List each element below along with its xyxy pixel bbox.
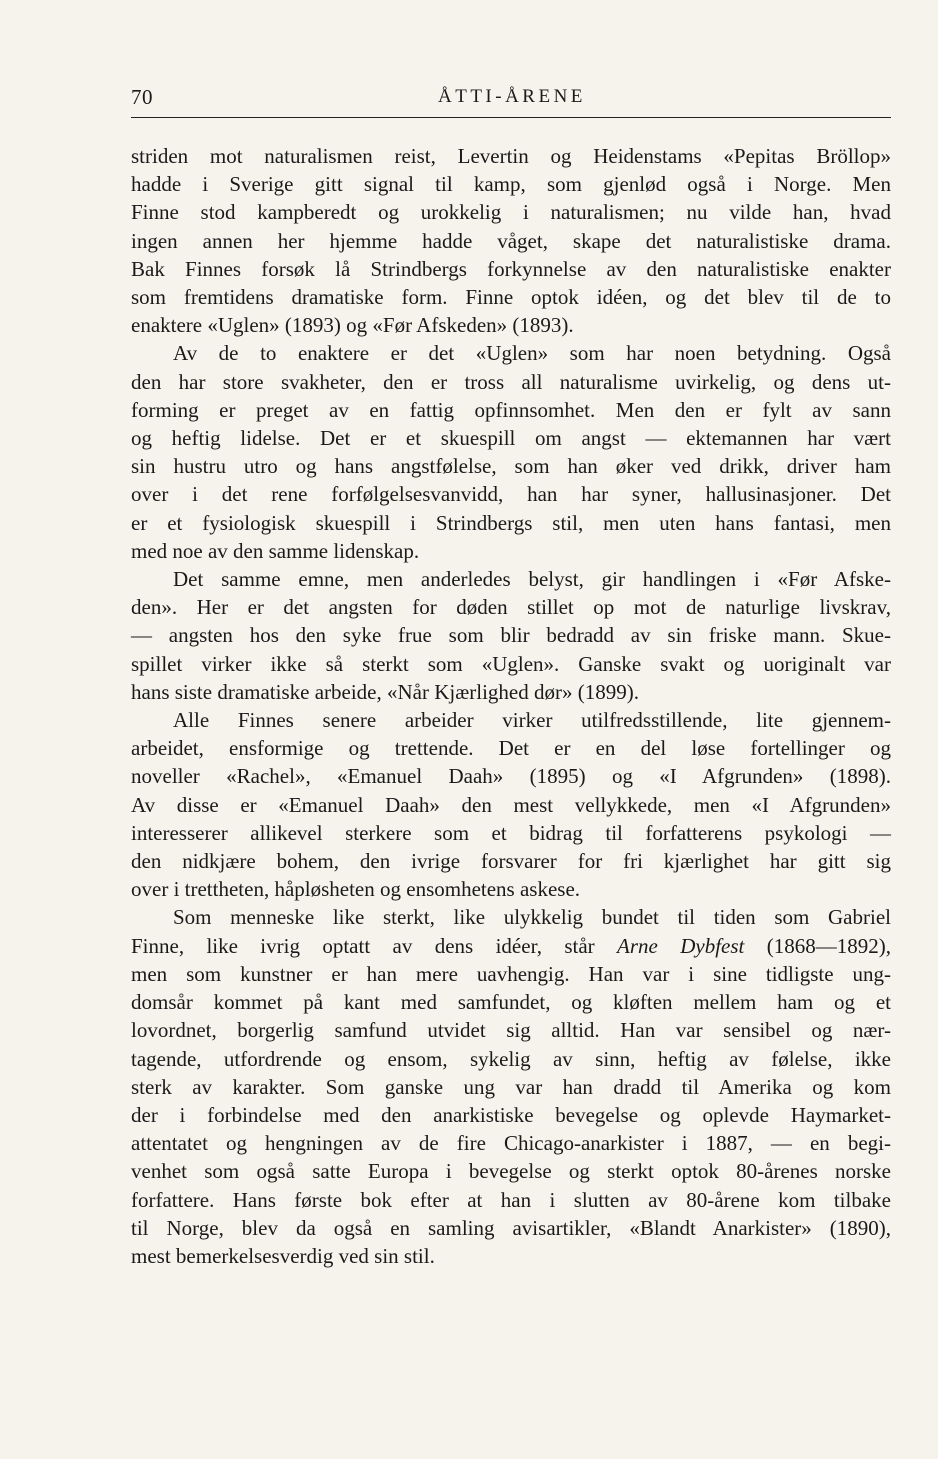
text-line: sin hustru utro og hans angstfølelse, som han øker ved drikk, driver ham (131, 454, 891, 479)
text-segment: Finne, like ivrig optatt av dens idéer, står (131, 933, 618, 958)
text-line: hadde i Sverige gitt signal til kamp, som gjenlød også i Norge. Men (131, 172, 891, 197)
text-line: — angsten hos den syke frue som blir bedradd av sin friske mann. Skue- (131, 623, 891, 648)
text-line: og heftig lidelse. Det er et skuespill om angst — ektemannen har vært (131, 426, 891, 451)
text-line: forfattere. Hans første bok efter at han i slutten av 80-årene kom tilbake (131, 1187, 891, 1212)
author-name-italic: Arne Dybfest (617, 933, 745, 958)
running-head: ÅTTI-ÅRENE (438, 86, 586, 107)
text-line: den». Her er det angsten for døden stillet op mot de naturlige livskrav, (131, 595, 891, 620)
text-line: Det samme emne, men anderledes belyst, gir handlingen i «Før Afske- (173, 567, 891, 592)
text-line: sterk av karakter. Som ganske ung var han dradd til Amerika og kom (131, 1074, 891, 1099)
text-line: mest bemerkelsesverdig ved sin stil. (131, 1243, 435, 1268)
text-line (131, 903, 891, 931)
text-line: som fremtidens dramatiske form. Finne optok idéen, og det blev til de to (131, 285, 891, 310)
text-line: men som kunstner er han mere uavhengig. Han var i sine tidligste ung- (131, 961, 891, 986)
text-line: arbeidet, ensformige og trettende. Det er en del løse fortellinger og (131, 736, 891, 761)
text-line: interesserer allikevel sterkere som et bidrag til forfatterens psykologi — (131, 820, 891, 845)
text-line: den nidkjære bohem, den ivrige forsvarer for fri kjærlighet har gitt sig (131, 849, 891, 874)
text-segment: (1868—1892), (744, 933, 891, 958)
text-line: den har store svakheter, den er tross all naturalisme uvirkelig, og dens ut- (131, 369, 891, 394)
text-line: er et fysiologisk skuespill i Strindbergs stil, men uten hans fantasi, men (131, 510, 891, 535)
text-line: attentatet og hengningen av de fire Chicago-anarkister i 1887, — en begi- (131, 1131, 891, 1156)
text-line: spillet virker ikke så sterkt som «Uglen». Ganske svakt og uoriginalt var (131, 651, 891, 676)
text-line: Av disse er «Emanuel Daah» den mest vellykkede, men «I Afgrunden» (131, 792, 891, 817)
text-line: noveller «Rachel», «Emanuel Daah» (1895) og «I Afgrunden» (1898). (131, 764, 891, 789)
text-line: lovordnet, borgerlig samfund utvidet sig alltid. Han var sensibel og nær- (131, 1018, 891, 1043)
text-line: Av de to enaktere er det «Uglen» som har noen betydning. Også (173, 341, 891, 366)
text-line: venhet som også satte Europa i bevegelse og sterkt optok 80-årenes norske (131, 1159, 891, 1184)
text-line: striden mot naturalismen reist, Levertin og Heidenstams «Pepitas Bröllop» (131, 144, 891, 168)
body-text (131, 142, 891, 1270)
text-line: der i forbindelse med den anarkistiske bevegelse og oplevde Haymarket- (131, 1102, 891, 1127)
text-line: tagende, utfordrende og ensom, sykelig av sinn, heftig av følelse, ikke (131, 1046, 891, 1071)
text-line: over i det rene forfølgelsesvanvidd, han har syner, hallusinasjoner. Det (131, 482, 891, 507)
text-line: forming er preget av en fattig opfinnsomhet. Men den er fylt av sann (131, 397, 891, 422)
text-line (131, 932, 891, 960)
page-header (131, 85, 891, 118)
text-line: Bak Finnes forsøk lå Strindbergs forkynnelse av den naturalistiske enakter (131, 256, 891, 281)
text-line: med noe av den samme lidenskap. (131, 538, 420, 563)
text-line: til Norge, blev da også en samling avisartikler, «Blandt Anarkister» (1890), (131, 1215, 891, 1240)
text-line: domsår kommet på kant med samfundet, og kløften mellem ham og et (131, 990, 891, 1015)
page-number: 70 (131, 85, 153, 109)
text-line: over i trettheten, håpløsheten og ensomhetens askese. (131, 877, 581, 902)
text-line: hans siste dramatiske arbeide, «Når Kjærlighed dør» (1899). (131, 679, 639, 704)
text-line: ingen annen her hjemme hadde våget, skape det naturalistiske drama. (131, 228, 891, 253)
text-segment: Som menneske like sterkt, like ulykkelig bundet til tiden som Gabriel (173, 905, 891, 930)
text-line: enaktere «Uglen» (1893) og «Før Afskeden» (1893). (131, 313, 574, 338)
text-line: Alle Finnes senere arbeider virker utilfredsstillende, lite gjennem- (173, 708, 891, 733)
text-line: Finne stod kampberedt og urokkelig i naturalismen; nu vilde han, hvad (131, 200, 891, 225)
